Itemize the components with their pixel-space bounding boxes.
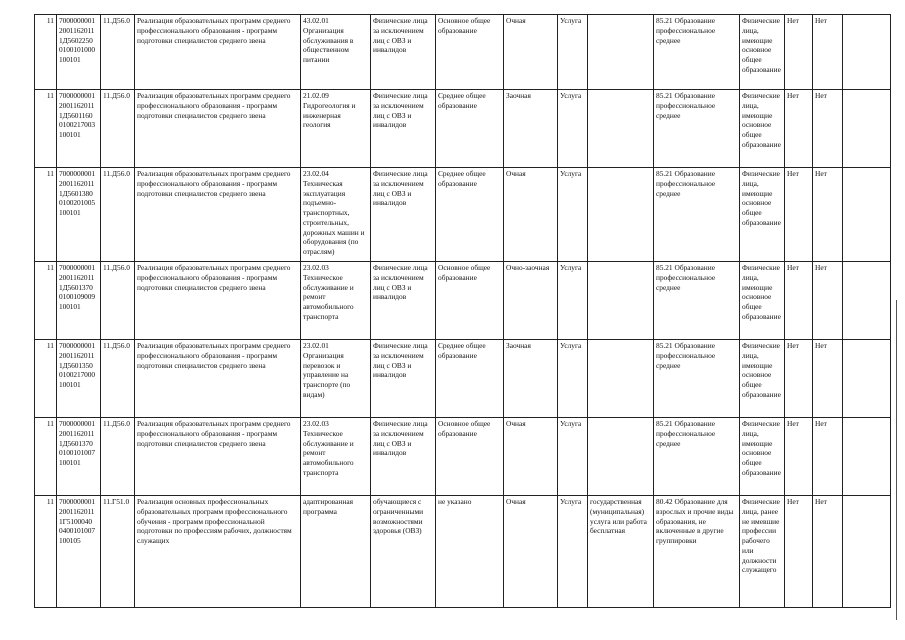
cell-form: Очно-заочная [504,262,558,340]
cell-specialty: 23.02.01 Организация перевозок и управление на транспорте (по видам) [301,340,371,418]
cell-program-name: Реализация образовательных программ среднего профессионального образования - программ подготовки специалистов среднего звена [135,15,301,90]
cell-num: 11 [35,90,57,168]
cell-consumers: Физические лица, имеющие основное общее образование [740,262,785,340]
cell-num: 11 [35,418,57,496]
cell-category: Физические лица за исключением лиц с ОВЗ и инвалидов [371,90,436,168]
table-row [35,418,891,496]
cell-num: 11 [35,15,57,90]
cell-paid-basis [588,340,654,418]
cell-program-name: Реализация образовательных программ среднего профессионального образования - программ подготовки специалистов среднего звена [135,168,301,262]
cell-num: 11 [35,496,57,608]
cell-paid-basis [588,90,654,168]
cell-program-code: 11.Д56.0 [101,340,135,418]
cell-consumers: Физические лица, имеющие основное общее образование [740,168,785,262]
cell-okved: 80.42 Образование для взрослых и прочие виды образования, не включенные в другие группировки [654,496,740,608]
cell-program-code: 11.Д56.0 [101,15,135,90]
cell-flag1: Нет [785,340,813,418]
cell-base-education: Основное общее образование [436,15,504,90]
cell-base-education: не указано [436,496,504,608]
cell-category: Физические лица за исключением лиц с ОВЗ и инвалидов [371,340,436,418]
cell-type: Услуга [558,262,588,340]
cell-program-name: Реализация основных профессиональных образовательных программ профессионального обучения - программ профессиональной подготовки по профессиям рабочих, должностям служащих [135,496,301,608]
cell-base-education: Среднее общее образование [436,168,504,262]
cell-flag2: Нет [813,90,843,168]
cell-program-code: 11.Д56.0 [101,168,135,262]
table-row [35,15,891,90]
cell-flag2: Нет [813,496,843,608]
cell-registry-code: 7000000001 2001162011 1Д5601350 0100217000 100101 [57,340,101,418]
cell-paid-basis: государственная (муниципальная) услуга или работа бесплатная [588,496,654,608]
cell-consumers: Физические лица, имеющие основное общее образование [740,90,785,168]
cell-specialty: 21.02.09 Гидрогеология и инженерная геология [301,90,371,168]
cell-flag1: Нет [785,418,813,496]
cell-paid-basis [588,418,654,496]
cell-program-name: Реализация образовательных программ среднего профессионального образования - программ подготовки специалистов среднего звена [135,262,301,340]
cell-category: Физические лица за исключением лиц с ОВЗ и инвалидов [371,168,436,262]
cell-empty [843,418,891,496]
cell-form: Очная [504,496,558,608]
cell-specialty: 23.02.03 Техническое обслуживание и ремонт автомобильного транспорта [301,418,371,496]
cell-okved: 85.21 Образование профессиональное среднее [654,340,740,418]
cell-form: Очная [504,15,558,90]
cell-program-name: Реализация образовательных программ среднего профессионального образования - программ подготовки специалистов среднего звена [135,418,301,496]
cell-empty [843,340,891,418]
cell-type: Услуга [558,496,588,608]
cell-paid-basis [588,15,654,90]
cell-registry-code: 7000000001 2001162011 1Д5602250 0100101000 100101 [57,15,101,90]
table-row [35,340,891,418]
cell-form: Очная [504,418,558,496]
cell-form: Заочная [504,340,558,418]
table-row [35,168,891,262]
cell-paid-basis [588,168,654,262]
cell-registry-code: 7000000001 2001162011 1Д5601370 0100101007 100101 [57,418,101,496]
cell-consumers: Физические лица, имеющие основное общее образование [740,340,785,418]
cell-flag2: Нет [813,418,843,496]
cell-empty [843,15,891,90]
cell-flag1: Нет [785,496,813,608]
cell-specialty: 23.02.04 Техническая эксплуатация подъемно-транспортных, строительных, дорожных машин и оборудования (по отраслям) [301,168,371,262]
cell-form: Очная [504,168,558,262]
cell-num: 11 [35,168,57,262]
cell-type: Услуга [558,340,588,418]
cell-empty [843,262,891,340]
cell-registry-code: 7000000001 2001162011 1Д5601380 0100201005 100101 [57,168,101,262]
cell-okved: 85.21 Образование профессиональное среднее [654,418,740,496]
cell-category: Физические лица за исключением лиц с ОВЗ и инвалидов [371,15,436,90]
cell-okved: 85.21 Образование профессиональное среднее [654,90,740,168]
cell-registry-code: 7000000001 2001162011 1Д5601370 0100109009 100101 [57,262,101,340]
cell-flag1: Нет [785,90,813,168]
registry-rows [35,15,891,608]
cell-empty [843,168,891,262]
cell-program-code: 11.Д56.0 [101,90,135,168]
cell-base-education: Среднее общее образование [436,90,504,168]
cell-consumers: Физические лица, имеющие основное общее образование [740,418,785,496]
cell-consumers: Физические лица, имеющие основное общее образование [740,15,785,90]
cell-empty [843,90,891,168]
page-edge-line [896,300,897,620]
cell-type: Услуга [558,418,588,496]
cell-okved: 85.21 Образование профессиональное среднее [654,15,740,90]
cell-program-code: 11.Д56.0 [101,418,135,496]
cell-specialty: 43.02.01 Организация обслуживания в общественном питании [301,15,371,90]
cell-base-education: Основное общее образование [436,262,504,340]
cell-program-code: 11.Г51.0 [101,496,135,608]
cell-flag1: Нет [785,168,813,262]
cell-form: Заочная [504,90,558,168]
cell-flag1: Нет [785,262,813,340]
cell-flag2: Нет [813,15,843,90]
cell-category: Физические лица за исключением лиц с ОВЗ и инвалидов [371,418,436,496]
cell-category: обучающиеся с ограниченными возможностями здоровья (ОВЗ) [371,496,436,608]
cell-num: 11 [35,262,57,340]
cell-flag2: Нет [813,262,843,340]
cell-num: 11 [35,340,57,418]
cell-registry-code: 7000000001 2001162011 1Г5100040 0400101007 100105 [57,496,101,608]
table-row [35,262,891,340]
cell-base-education: Основное общее образование [436,418,504,496]
cell-registry-code: 7000000001 2001162011 1Д5601160 0100217003 100101 [57,90,101,168]
cell-empty [843,496,891,608]
cell-program-name: Реализация образовательных программ среднего профессионального образования - программ подготовки специалистов среднего звена [135,90,301,168]
cell-flag2: Нет [813,340,843,418]
cell-category: Физические лица за исключением лиц с ОВЗ и инвалидов [371,262,436,340]
cell-type: Услуга [558,168,588,262]
cell-specialty: адаптированная программа [301,496,371,608]
cell-program-name: Реализация образовательных программ среднего профессионального образования - программ подготовки специалистов среднего звена [135,340,301,418]
cell-base-education: Среднее общее образование [436,340,504,418]
cell-type: Услуга [558,90,588,168]
cell-flag2: Нет [813,168,843,262]
cell-okved: 85.21 Образование профессиональное среднее [654,262,740,340]
table-row [35,90,891,168]
cell-consumers: Физические лица, ранее не имевшие профессии рабочего или должности служащего [740,496,785,608]
cell-type: Услуга [558,15,588,90]
table-row [35,496,891,608]
cell-flag1: Нет [785,15,813,90]
cell-specialty: 23.02.03 Техническое обслуживание и ремонт автомобильного транспорта [301,262,371,340]
cell-paid-basis [588,262,654,340]
cell-program-code: 11.Д56.0 [101,262,135,340]
registry-table [34,14,891,608]
cell-okved: 85.21 Образование профессиональное среднее [654,168,740,262]
